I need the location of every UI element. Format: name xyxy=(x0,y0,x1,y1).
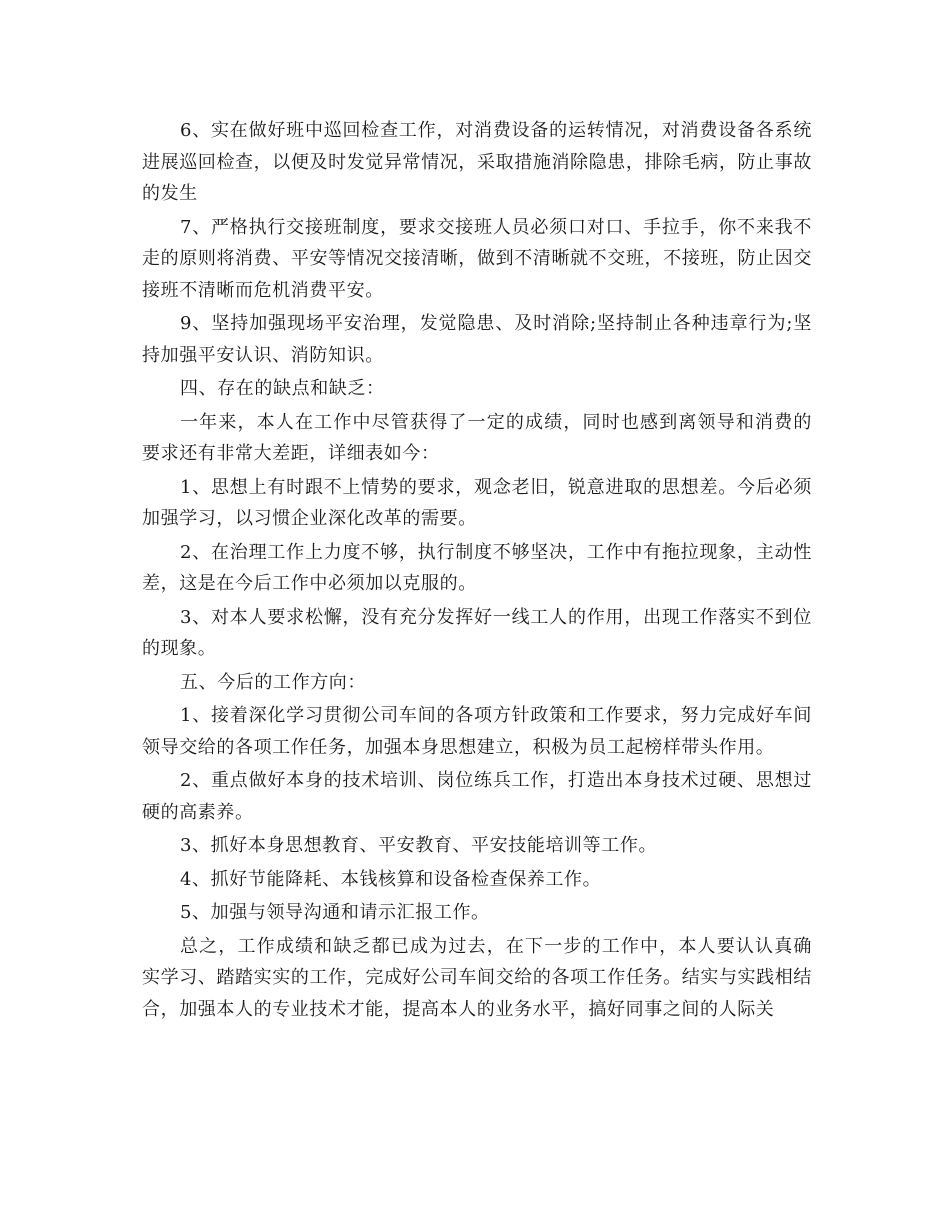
paragraph-direction-5: 5、加强与领导沟通和请示汇报工作。 xyxy=(180,902,490,923)
paragraph-item-6-inspection: 6、实在做好班中巡回检查工作，对消费设备的运转情况，对消费设备各系统进展巡回检查，以便及时发觉异常情况，采取措施消除隐患，排除毛病，防止事故的发生 xyxy=(142,120,812,204)
section-heading-future-direction: 五、今后的工作方向： xyxy=(180,671,366,693)
paragraph-direction-1: 1、接着深化学习贯彻公司车间的各项方针政策和工作要求，努力完成好车间领导交给的各项工作任务，加强本身思想建立，积极为员工起榜样带头作用。 xyxy=(142,705,812,758)
paragraph-direction-2: 2、重点做好本身的技术培训、岗位练兵工作，打造出本身技术过硬、思想过硬的高素养。 xyxy=(142,770,812,823)
paragraph-item-7-shift-handover: 7、严格执行交接班制度，要求交接班人员必须口对口、手拉手，你不来我不走的原则将消费、平安等情况交接清晰，做到不清晰就不交班，不接班，防止因交接班不清晰而危机消费平安。 xyxy=(142,216,812,301)
paragraph-conclusion: 总之，工作成绩和缺乏都已成为过去，在下一步的工作中，本人要认认真确实学习、踏踏实实的工作，完成好公司车间交给的各项工作任务。结实与实践相结合，加强本人的专业技术才能，提高本人的业务水平，搞好同事之间的人际关 xyxy=(142,935,812,1020)
paragraph-direction-3: 3、抓好本身思想教育、平安教育、平安技能培训等工作。 xyxy=(180,835,658,856)
paragraph-shortcoming-2: 2、在治理工作上力度不够，执行制度不够坚决，工作中有拖拉现象，主动性差，这是在今后工作中必须加以克服的。 xyxy=(142,541,812,594)
paragraph-year-summary: 一年来，本人在工作中尽管获得了一定的成绩，同时也感到离领导和消费的要求还有非常大差距，详细表如今： xyxy=(142,411,812,464)
paragraph-item-9-safety-management: 9、坚持加强现场平安治理，发觉隐患、及时消除;坚持制止各种违章行为;坚持加强平安认识、消防知识。 xyxy=(142,313,812,366)
paragraph-direction-4: 4、抓好节能降耗、本钱核算和设备检查保养工作。 xyxy=(180,868,602,890)
section-heading-shortcomings: 四、存在的缺点和缺乏： xyxy=(180,378,385,399)
paragraph-shortcoming-1: 1、思想上有时跟不上情势的要求，观念老旧，锐意进取的思想差。今后必须加强学习，以习惯企业深化改革的需要。 xyxy=(142,476,812,529)
paragraph-shortcoming-3: 3、对本人要求松懈，没有充分发挥好一线工人的作用，出现工作落实不到位的现象。 xyxy=(142,606,812,659)
document-body xyxy=(142,115,812,1025)
